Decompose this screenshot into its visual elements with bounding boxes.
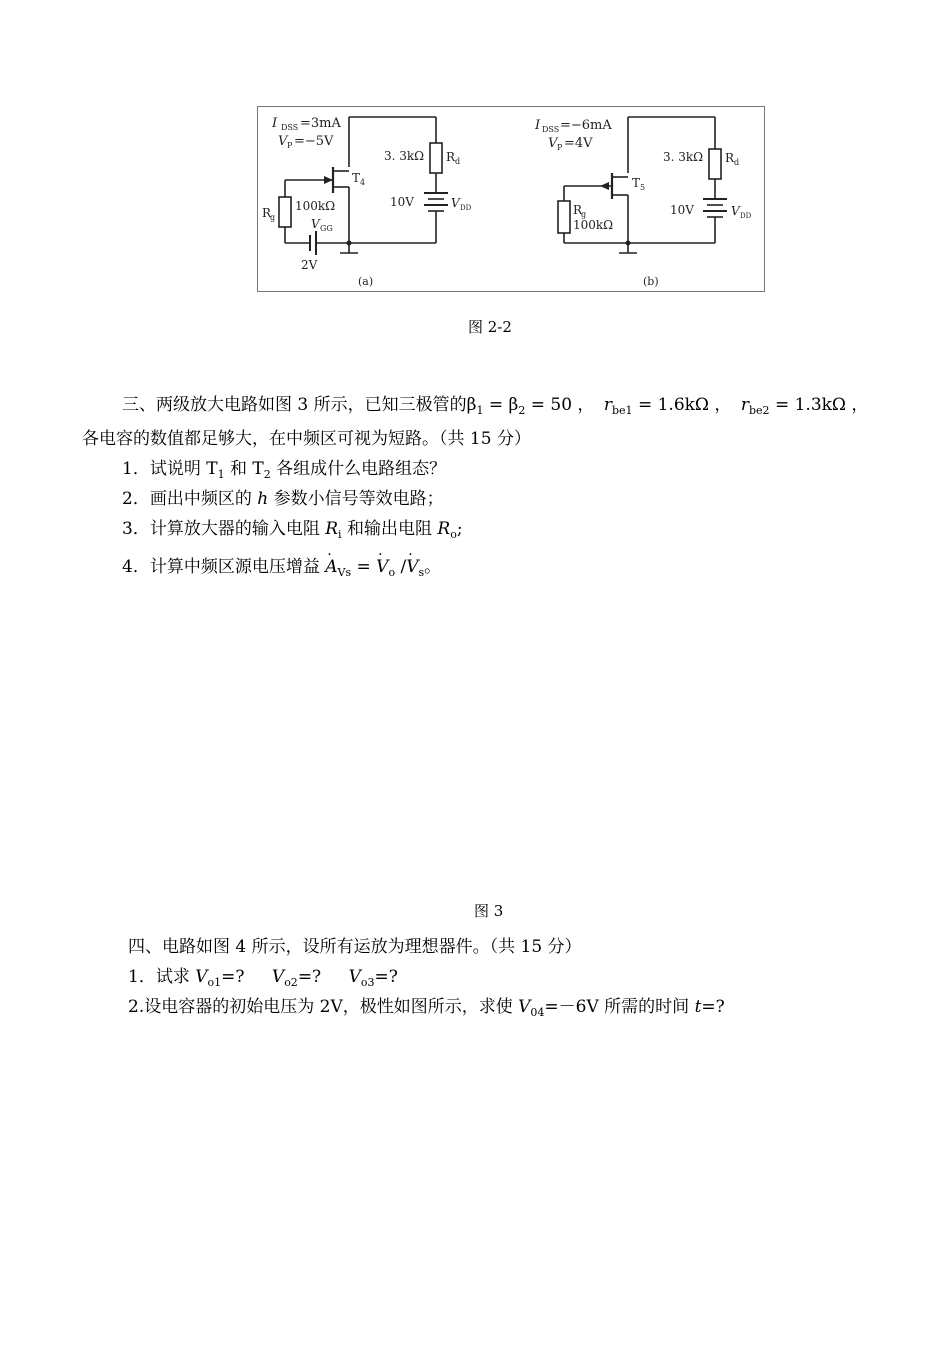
q4-end: 。 xyxy=(424,557,442,577)
q4-text-a: 4．计算中频区源电压增益 xyxy=(122,557,326,577)
vo1-sub: o1 xyxy=(207,976,222,989)
a-idss-symbol: I xyxy=(272,116,278,131)
q1-text-c: 各组成什么电路组态？ xyxy=(270,459,447,479)
a-idss-value: =3mA xyxy=(300,116,341,131)
section3-intro-text: 三、两级放大电路如图 3 所示，已知三极管的 xyxy=(122,395,467,415)
vo1-eq: =? xyxy=(221,967,245,987)
q2-text-b: 参数小信号等效电路； xyxy=(268,489,444,509)
v04-sub: 04 xyxy=(530,1006,545,1019)
a-rd-symbol: R xyxy=(446,150,456,164)
b-idss-value: =−6mA xyxy=(560,118,612,133)
b-idss-sub: DSS xyxy=(542,125,560,134)
a-vgg-symbol: V xyxy=(311,217,320,231)
b-rd-symbol: R xyxy=(725,151,735,165)
vo3-symbol: V xyxy=(348,967,361,987)
vo2-eq: =? xyxy=(297,967,322,987)
vo2-symbol: V xyxy=(271,967,285,987)
section3-intro-line2: 各电容的数值都足够大，在中频区可视为短路。（共 15 分） xyxy=(82,429,531,449)
circuit-diagrams xyxy=(258,107,764,291)
q4-slash: / xyxy=(395,557,407,577)
t-symbol: t xyxy=(694,997,702,1017)
q3-ro-symbol: R xyxy=(437,519,451,539)
beta2-symbol: β xyxy=(508,395,519,415)
a-rg-value: 100kΩ xyxy=(295,199,336,213)
a-vdd-sub: DD xyxy=(460,204,472,212)
v04-symbol: V xyxy=(518,997,531,1017)
b-t-sub: 5 xyxy=(640,183,646,192)
q4-Vs-symbol: · V xyxy=(406,557,418,577)
vo1-symbol: V xyxy=(195,967,208,987)
b-rd-sub: d xyxy=(734,158,740,167)
b-t-symbol: T xyxy=(632,176,641,190)
a-rd-value: 3. 3kΩ xyxy=(384,149,425,163)
rbe1-value: = 1.6kΩ ， xyxy=(632,395,732,415)
figure-2-2-caption: 图 2-2 xyxy=(468,318,512,336)
q1-text-a: 1．试说明 T xyxy=(122,459,218,479)
b-vp-symbol: V xyxy=(548,136,558,151)
s4q2-text-a: 2.设电容器的初始电压为 2V，极性如图所示，求使 xyxy=(128,997,519,1017)
q4-Vo-symbol: · V xyxy=(376,557,388,577)
q3-ri-sub: i xyxy=(338,528,342,541)
q1-text-b: 和 T xyxy=(224,459,264,479)
a-rg-sub: g xyxy=(270,213,276,222)
a-vp-value: =−5V xyxy=(294,134,334,149)
beta2-sub: 2 xyxy=(518,404,526,417)
q4-eq: = xyxy=(351,557,377,577)
b-vdd-value: 10V xyxy=(670,203,694,217)
a-vdd-symbol: V xyxy=(451,196,460,210)
rbe2-symbol: r xyxy=(740,395,749,415)
b-vp-sub: P xyxy=(557,143,563,152)
section3-question-4 xyxy=(122,556,441,578)
s4q2-text-c: =? xyxy=(701,997,725,1017)
rbe2-value: = 1.3kΩ ， xyxy=(769,395,869,415)
beta1-sub: 1 xyxy=(476,404,484,417)
beta-value: = 50 ， xyxy=(525,395,595,415)
b-vdd-symbol: V xyxy=(731,204,740,218)
a-t-sub: 4 xyxy=(360,178,366,187)
a-vgg-value: 2V xyxy=(301,258,318,272)
q2-h-symbol: h xyxy=(257,489,269,509)
b-rd-value: 3. 3kΩ xyxy=(663,150,704,164)
circuit-figure-2-2 xyxy=(257,106,765,292)
a-vp-sub: P xyxy=(287,141,293,150)
vo2-sub: o2 xyxy=(284,976,298,989)
q4-A-symbol: · A xyxy=(325,557,337,577)
a-t-symbol: T xyxy=(352,171,361,185)
q4-A-sub: Vs xyxy=(337,566,352,579)
a-vgg-sub: GG xyxy=(320,224,333,233)
a-label: (a) xyxy=(358,275,374,288)
a-rd-sub: d xyxy=(455,157,461,166)
q3-ri-symbol: R xyxy=(325,519,339,539)
section4-intro: 四、电路如图 4 所示，设所有运放为理想器件。（共 15 分） xyxy=(128,937,582,957)
section3-question-2 xyxy=(122,488,444,510)
b-label: (b) xyxy=(643,275,659,288)
q1-sub-2: 2 xyxy=(263,468,271,481)
s4q2-text-b: =－6V 所需的时间 xyxy=(544,997,695,1017)
eq1: = xyxy=(483,395,509,415)
rbe1-sub: be1 xyxy=(611,404,633,417)
section4-question-2 xyxy=(128,996,725,1018)
b-rg-value: 100kΩ xyxy=(573,218,614,232)
vo3-eq: =? xyxy=(374,967,398,987)
a-idss-sub: DSS xyxy=(281,123,299,132)
b-vp-value: =4V xyxy=(564,136,593,151)
a-rg-symbol: R xyxy=(262,206,272,220)
section4-question-1 xyxy=(128,966,398,988)
b-rg-symbol: R xyxy=(573,203,583,217)
rbe1-symbol: r xyxy=(603,395,612,415)
q3-text-c: ; xyxy=(456,519,463,539)
section3-question-3 xyxy=(122,518,463,540)
beta1-symbol: β xyxy=(466,395,477,415)
q4-Vo-sub: o xyxy=(388,566,396,579)
b-idss-symbol: I xyxy=(535,118,541,133)
section3-question-1 xyxy=(122,458,446,480)
a-vdd-value: 10V xyxy=(390,195,414,209)
q2-text-a: 2．画出中频区的 xyxy=(122,489,258,509)
section3-intro-line1 xyxy=(122,394,868,416)
q3-ro-sub: o xyxy=(450,528,457,541)
q3-text-b: 和输出电阻 xyxy=(341,519,438,539)
q4-Vs-sub: s xyxy=(418,566,425,579)
figure-3-caption: 图 3 xyxy=(474,902,504,920)
vo3-sub: o3 xyxy=(360,976,375,989)
b-vdd-sub: DD xyxy=(740,212,752,220)
b-rg-sub: g xyxy=(581,210,587,219)
q3-text-a: 3．计算放大器的输入电阻 xyxy=(122,519,326,539)
a-vp-symbol: V xyxy=(278,134,288,149)
s4q1-text: 1．试求 xyxy=(128,967,196,987)
q1-sub-1: 1 xyxy=(217,468,225,481)
rbe2-sub: be2 xyxy=(748,404,770,417)
